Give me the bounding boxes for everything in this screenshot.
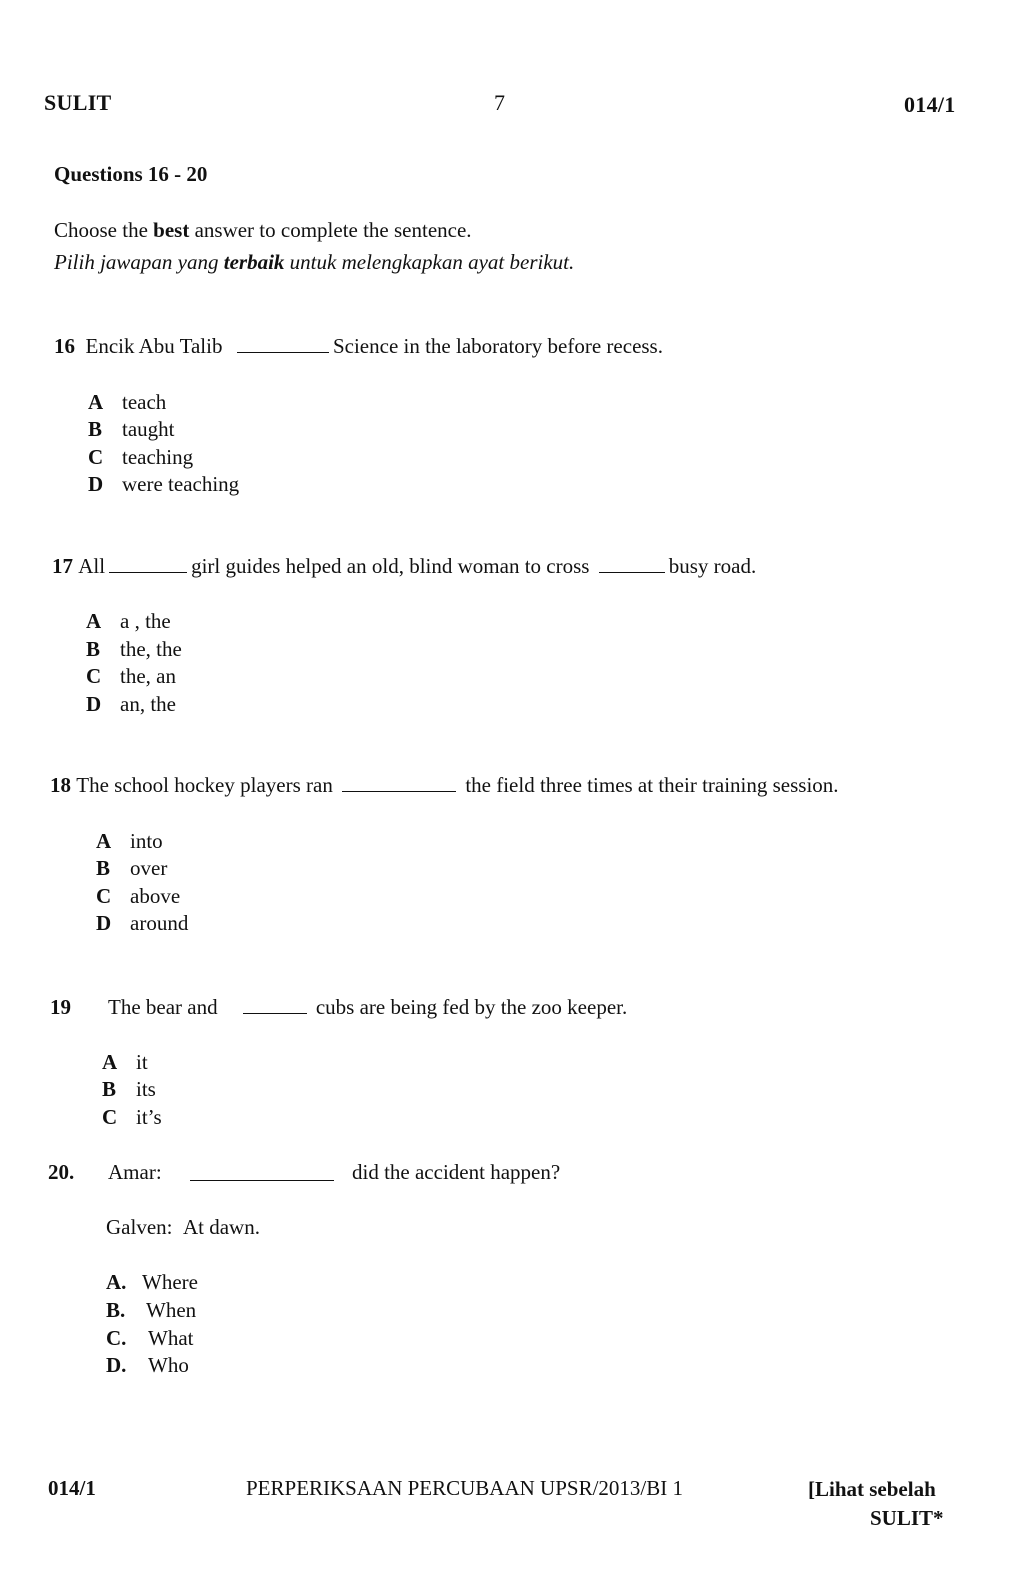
question-number: 18 [50, 773, 71, 797]
option-16b[interactable]: B taught [88, 417, 175, 441]
page-number: 7 [494, 90, 505, 115]
answer-blank [243, 1012, 307, 1014]
option-17b[interactable]: B the, the [86, 637, 182, 661]
answer-blank [109, 571, 187, 573]
question-18: 18 The school hockey players ran the field three times at their training session. [50, 773, 839, 797]
option-20a[interactable]: A. Where [106, 1270, 198, 1294]
question-17: 17 All girl guides helped an old, blind woman to cross busy road. [52, 554, 757, 578]
option-16a[interactable]: A teach [88, 390, 167, 414]
speaker-galven-line: Galven: At dawn. [106, 1215, 260, 1239]
option-19b[interactable]: B its [102, 1077, 156, 1101]
option-19a[interactable]: A it [102, 1050, 148, 1074]
question-number: 17 [52, 554, 73, 578]
header-paper-code: 014/1 [904, 92, 956, 117]
answer-blank [190, 1180, 334, 1181]
option-19c[interactable]: C it’s [102, 1105, 162, 1129]
option-16d[interactable]: D were teaching [88, 472, 240, 496]
option-20c[interactable]: C. What [106, 1326, 194, 1350]
question-20-number: 20. [48, 1160, 75, 1184]
option-18d[interactable]: D around [96, 911, 189, 935]
question-19-number: 19 [50, 995, 71, 1019]
option-16c[interactable]: C teaching [88, 445, 194, 469]
option-20d[interactable]: D. Who [106, 1353, 189, 1377]
option-17a[interactable]: A a , the [86, 609, 171, 633]
footer-exam-title: PERPERIKSAAN PERCUBAAN UPSR/2013/BI 1 [246, 1476, 684, 1500]
question-number: 16 [54, 334, 75, 358]
option-18b[interactable]: B over [96, 856, 168, 880]
footer-paper-code: 014/1 [48, 1476, 96, 1500]
option-17d[interactable]: D an, the [86, 692, 176, 716]
option-18a[interactable]: A into [96, 829, 163, 853]
option-18c[interactable]: C above [96, 884, 181, 908]
answer-blank [237, 351, 329, 353]
footer-sulit: SULIT* [870, 1506, 944, 1530]
question-19: The bear and cubs are being fed by the zoo keeper. [108, 995, 628, 1019]
question-16: 16 Encik Abu Talib Science in the laboratory before recess. [54, 334, 663, 358]
answer-blank [599, 571, 665, 573]
answer-blank [342, 790, 456, 792]
footer-see-over: [Lihat sebelah [808, 1477, 936, 1501]
option-20b[interactable]: B. When [106, 1298, 197, 1322]
instruction-malay: Pilih jawapan yang terbaik untuk melengkapkan ayat berikut. [54, 250, 575, 274]
section-title: Questions 16 - 20 [54, 162, 208, 186]
option-17c[interactable]: C the, an [86, 664, 176, 688]
question-20-text: did the accident happen? [352, 1160, 561, 1184]
speaker-amar: Amar: [108, 1160, 162, 1184]
header-sulit: SULIT [44, 90, 112, 115]
instruction-english: Choose the best answer to complete the sentence. [54, 218, 472, 242]
